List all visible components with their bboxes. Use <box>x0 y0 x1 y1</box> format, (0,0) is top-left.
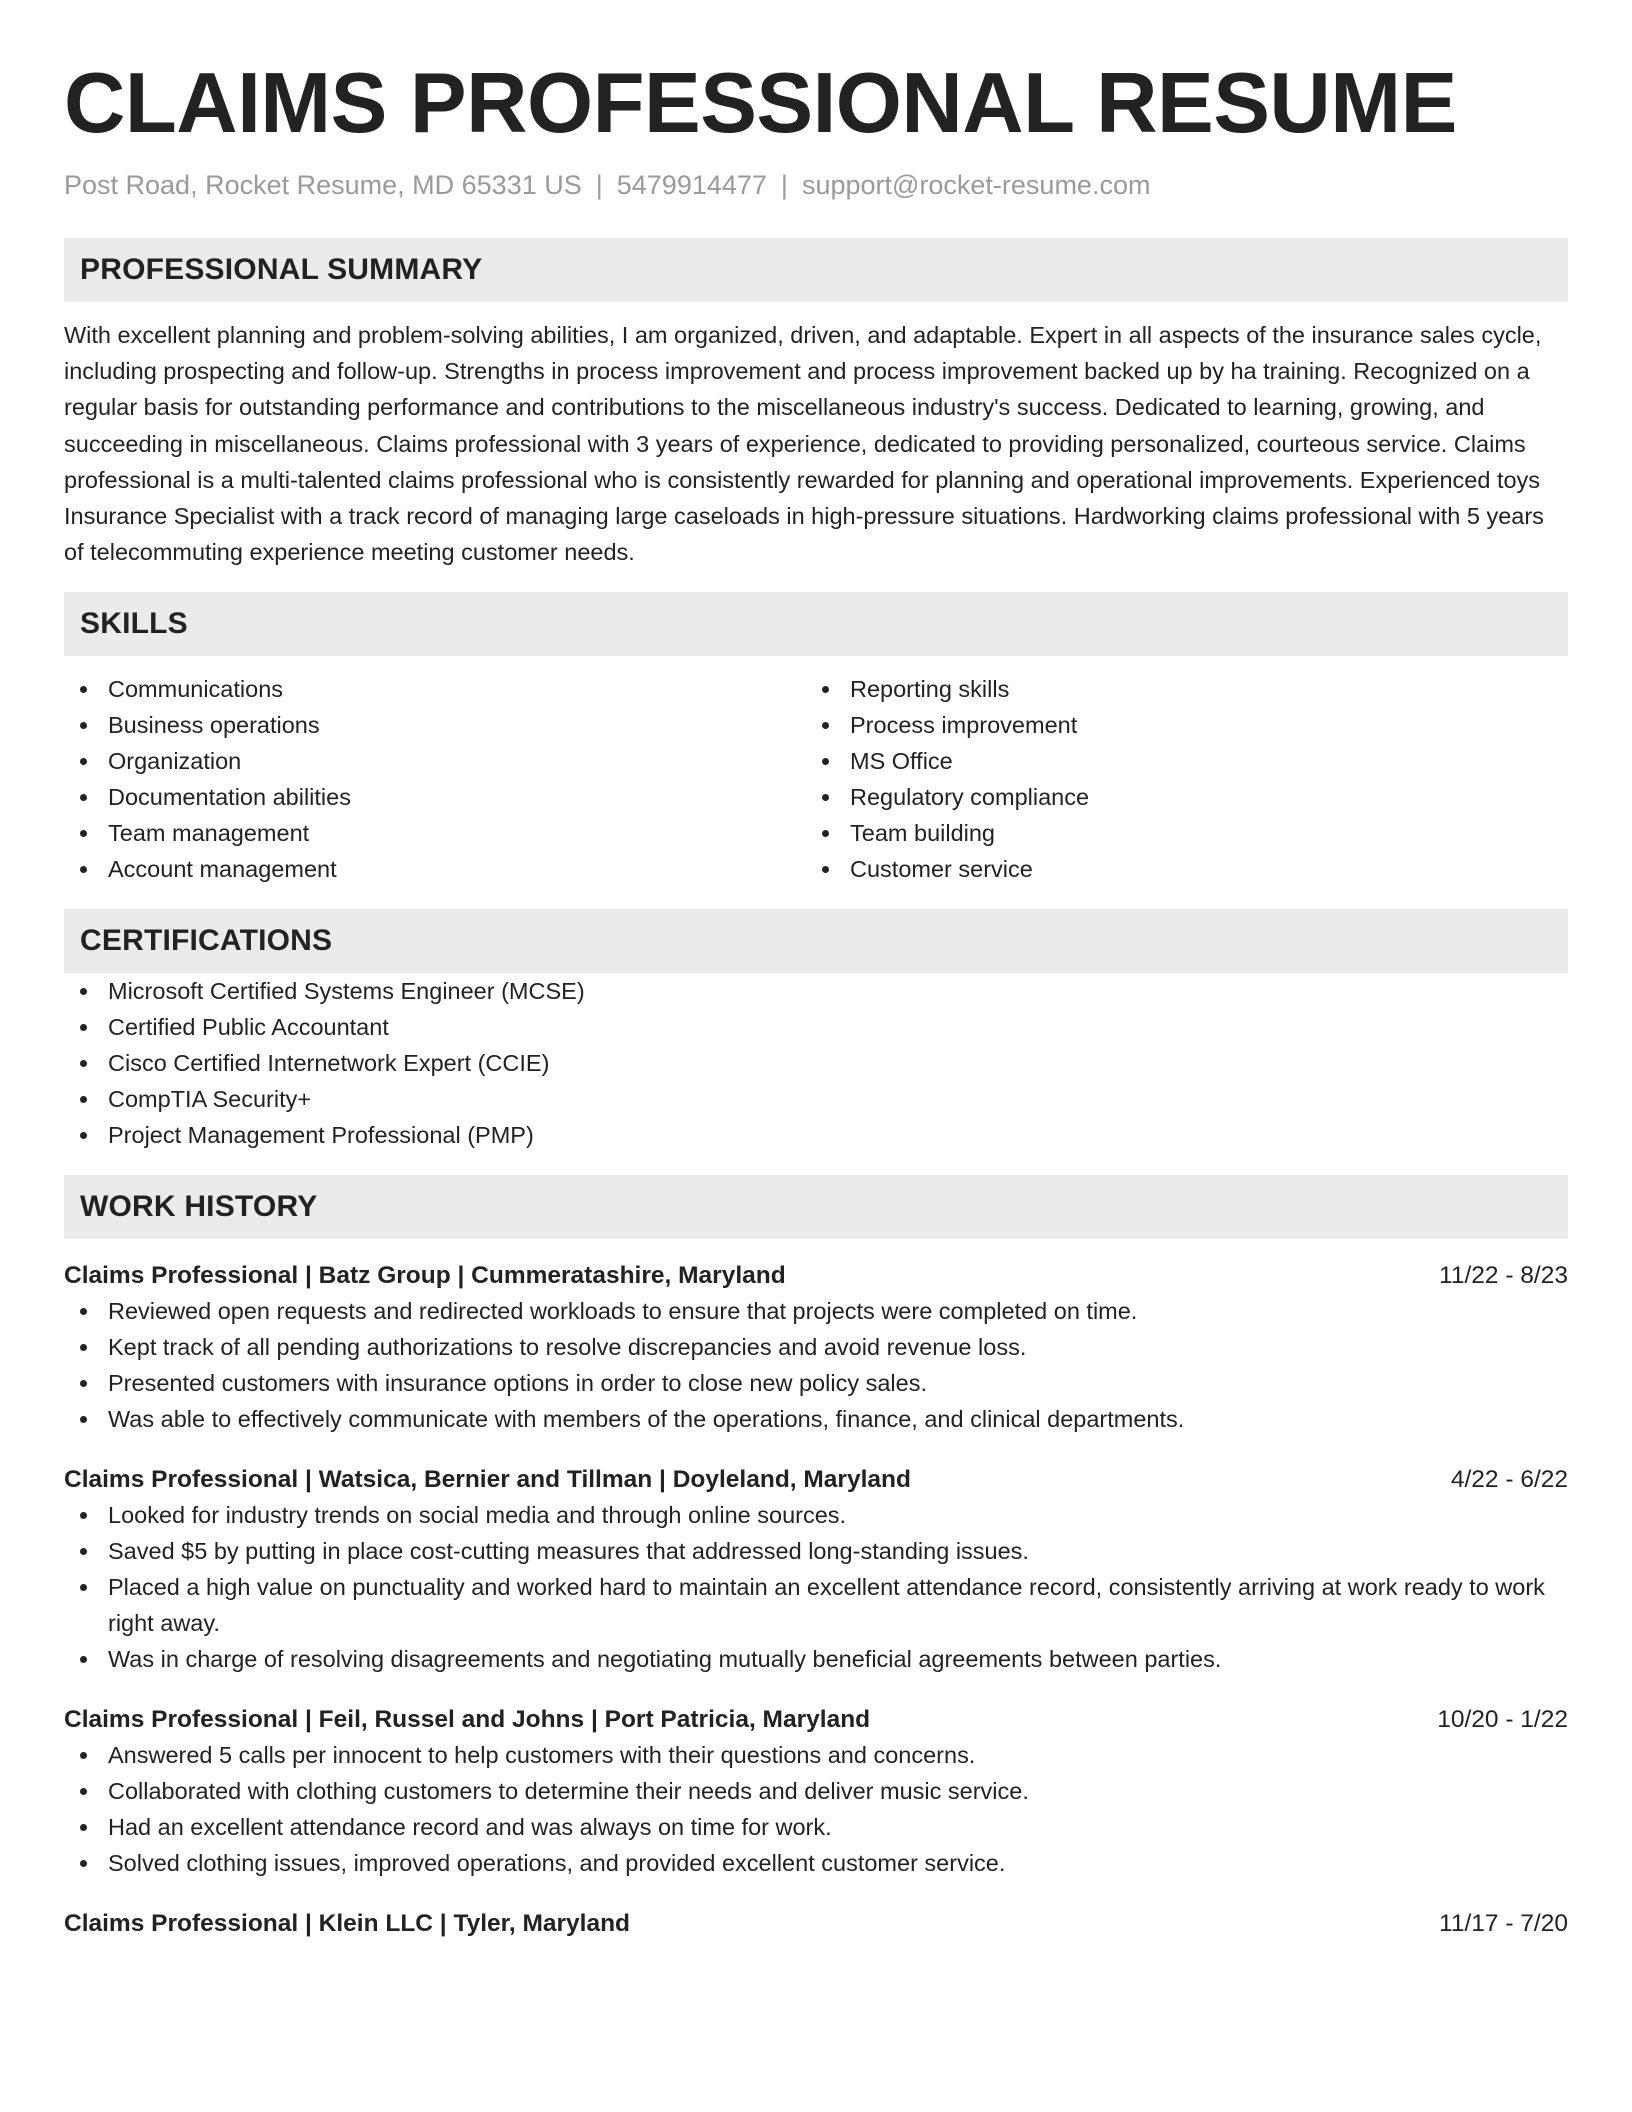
resume-title: CLAIMS PROFESSIONAL RESUME <box>64 56 1457 151</box>
certifications-heading: CERTIFICATIONS <box>64 909 1568 973</box>
job-entry <box>64 1703 1568 1881</box>
job-entry <box>64 1907 1568 1941</box>
job-bullet: Answered 5 calls per innocent to help customers with their questions and concerns. <box>64 1737 1568 1773</box>
certifications-list <box>64 973 1568 1153</box>
resume-page <box>64 58 1568 1941</box>
job-entry <box>64 1259 1568 1437</box>
skill-item: Business operations <box>64 707 806 743</box>
contact-phone: 5479914477 <box>616 170 767 200</box>
skill-item: Account management <box>64 851 806 887</box>
job-bullet: Placed a high value on punctuality and worked hard to maintain an excellent attendance record, consistently arriving at work ready to work right away. <box>64 1569 1568 1641</box>
skill-item: Customer service <box>806 851 1548 887</box>
summary-text: With excellent planning and problem-solving abilities, I am organized, driven, and adaptable. Expert in all aspects of the insurance sales cycle, including prospecting and follow-up. Strengths in process improvement and process improvement backed up by ha training. Recognized on a regular basis for outstanding performance and contributions to the miscellaneous industry's success. Dedicated to learning, growing, and succeeding in miscellaneous. Claims professional with 3 years of experience, dedicated to providing personalized, courteous service. Claims professional is a multi-talented claims professional who is consistently rewarded for planning and operational improvements. Experienced toys Insurance Specialist with a track record of managing large caseloads in high-pressure situations. Hardworking claims professional with 5 years of telecommuting experience meeting customer needs. <box>64 322 1544 566</box>
skills-column-left <box>64 671 806 887</box>
job-bullets <box>64 1497 1568 1677</box>
job-title: Claims Professional | Feil, Russel and Johns | Port Patricia, Maryland <box>64 1706 871 1734</box>
job-bullet: Was in charge of resolving disagreements and negotiating mutually beneficial agreements between parties. <box>64 1641 1568 1677</box>
job-bullet: Was able to effectively communicate with members of the operations, finance, and clinical departments. <box>64 1401 1568 1437</box>
contact-email: support@rocket-resume.com <box>801 170 1151 200</box>
skills-heading: SKILLS <box>64 592 1568 656</box>
skill-item: Regulatory compliance <box>806 779 1548 815</box>
certification-item: Certified Public Accountant <box>64 1009 1568 1045</box>
skills-grid <box>64 671 1568 887</box>
skill-item: Communications <box>64 671 806 707</box>
job-dates: 4/22 - 6/22 <box>1450 1466 1568 1494</box>
job-dates: 10/20 - 1/22 <box>1437 1706 1568 1734</box>
skill-item: Team management <box>64 815 806 851</box>
skill-item: Reporting skills <box>806 671 1548 707</box>
contact-separator: | <box>780 170 788 200</box>
skill-item: Team building <box>806 815 1548 851</box>
job-title: Claims Professional | Klein LLC | Tyler, Maryland <box>64 1910 631 1938</box>
job-dates: 11/17 - 7/20 <box>1439 1910 1568 1938</box>
job-entry <box>64 1463 1568 1677</box>
summary-heading: PROFESSIONAL SUMMARY <box>64 238 1568 302</box>
job-bullet: Kept track of all pending authorizations to resolve discrepancies and avoid revenue loss. <box>64 1329 1568 1365</box>
job-title: Claims Professional | Batz Group | Cummeratashire, Maryland <box>64 1262 786 1290</box>
job-title: Claims Professional | Watsica, Bernier and Tillman | Doyleland, Maryland <box>64 1466 911 1494</box>
certification-item: Cisco Certified Internetwork Expert (CCIE) <box>64 1045 1568 1081</box>
skill-item: MS Office <box>806 743 1548 779</box>
certification-item: CompTIA Security+ <box>64 1081 1568 1117</box>
job-bullet: Solved clothing issues, improved operations, and provided excellent customer service. <box>64 1845 1568 1881</box>
work-history-heading: WORK HISTORY <box>64 1175 1568 1239</box>
job-bullet: Collaborated with clothing customers to determine their needs and deliver music service. <box>64 1773 1568 1809</box>
contact-line <box>64 168 1568 202</box>
job-bullet: Reviewed open requests and redirected workloads to ensure that projects were completed on time. <box>64 1293 1568 1329</box>
job-dates: 11/22 - 8/23 <box>1439 1262 1568 1290</box>
certification-item: Microsoft Certified Systems Engineer (MCSE) <box>64 973 1568 1009</box>
skill-item: Process improvement <box>806 707 1548 743</box>
certification-item: Project Management Professional (PMP) <box>64 1117 1568 1153</box>
skills-column-right <box>806 671 1548 887</box>
job-bullets <box>64 1737 1568 1881</box>
job-bullet: Looked for industry trends on social media and through online sources. <box>64 1497 1568 1533</box>
contact-address: Post Road, Rocket Resume, MD 65331 US <box>64 170 582 200</box>
job-bullet: Presented customers with insurance options in order to close new policy sales. <box>64 1365 1568 1401</box>
skill-item: Organization <box>64 743 806 779</box>
contact-separator: | <box>595 170 603 200</box>
skill-item: Documentation abilities <box>64 779 806 815</box>
job-bullet: Saved $5 by putting in place cost-cutting measures that addressed long-standing issues. <box>64 1533 1568 1569</box>
job-bullet: Had an excellent attendance record and was always on time for work. <box>64 1809 1568 1845</box>
job-bullets <box>64 1293 1568 1437</box>
